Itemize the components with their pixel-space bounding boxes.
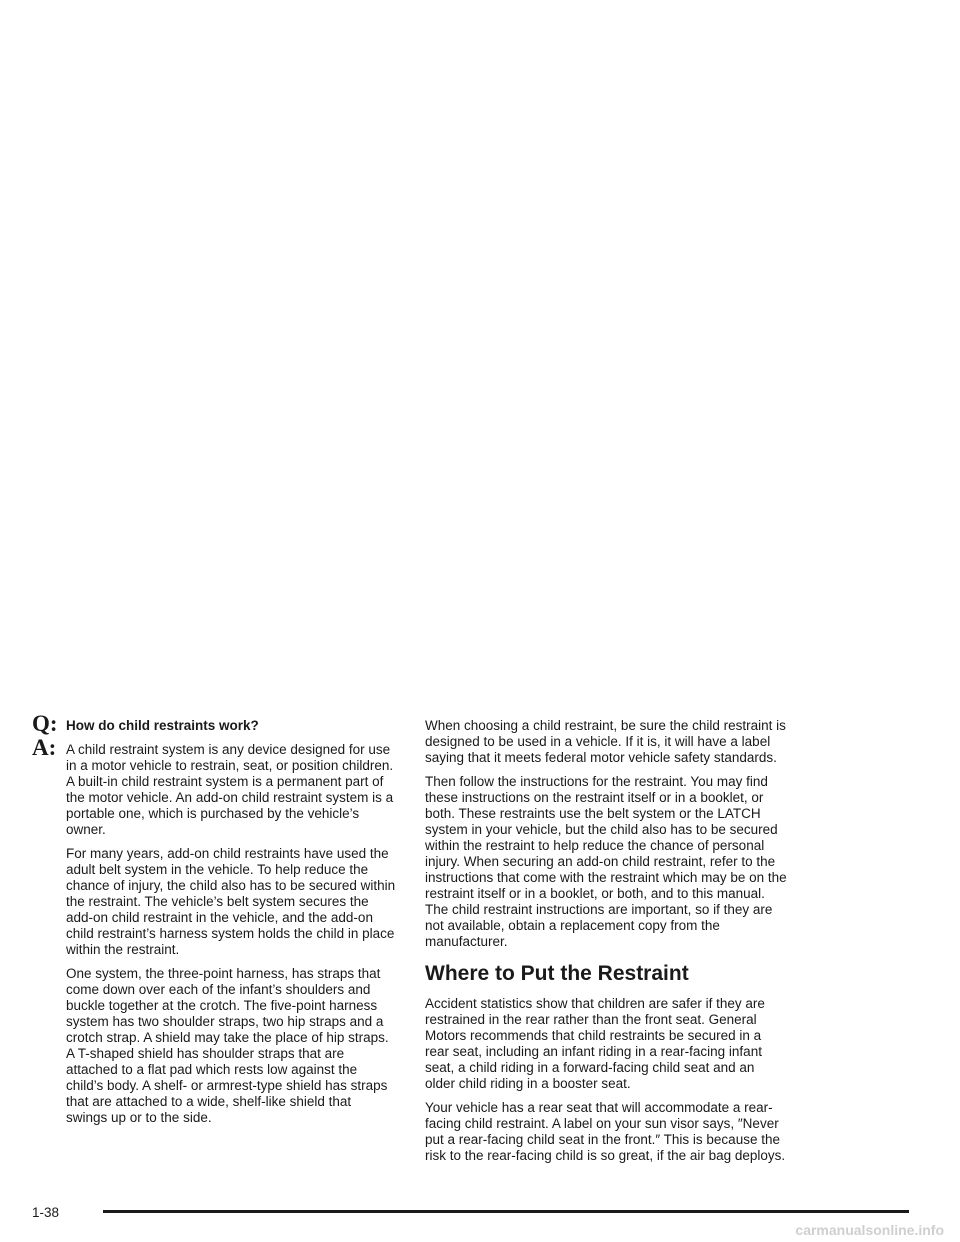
left-column xyxy=(32,711,396,1134)
footer-rule xyxy=(103,1210,909,1213)
answer-paragraph: For many years, add-on child restraints have used the adult belt system in the vehicle. To help reduce the chance of injury, the child also has to be secured within the restraint. The vehicle’s belt system secures the add-on child restraint in the vehicle, and the add-on child restraint’s harness system holds the child in place within the restraint. xyxy=(66,846,396,957)
answer-paragraph: One system, the three-point harness, has straps that come down over each of the infant’s shoulders and buckle together at the crotch. The five-point harness system has two shoulder straps, two hip straps and a crotch strap. A shield may take the place of hip straps. A T-shaped shield has shoulder straps that are attached to a flat pad which rests low against the child’s body. A shelf- or armrest-type shield has straps that are attached to a wide, shelf-like shield that swings up or to the side. xyxy=(66,966,389,1125)
answer-block xyxy=(32,735,396,1126)
watermark-text: carmanualsonline.info xyxy=(795,1222,944,1238)
question-block xyxy=(32,711,396,736)
section-heading: Where to Put the Restraint xyxy=(425,962,689,985)
answer-paragraph: A child restraint system is any device designed for use in a motor vehicle to restrain, seat, or position children. A built-in child restraint system is a permanent part of the motor vehicle. An add-on child restraint system is a portable one, which is purchased by the vehicle’s owner. xyxy=(66,742,394,837)
question-mark-label: Q: xyxy=(32,711,58,736)
body-paragraph: Accident statistics show that children are safer if they are restrained in the rear rather than the front seat. General Motors recommends that child restraints be secured in a rear seat, including an infant riding in a rear-facing infant seat, a child riding in a forward-facing child seat and an older child riding in a booster seat. xyxy=(425,996,765,1091)
page-number: 1-38 xyxy=(32,1205,60,1220)
answer-mark-label: A: xyxy=(32,735,57,760)
question-text: How do child restraints work? xyxy=(66,718,259,733)
body-paragraph: Your vehicle has a rear seat that will accommodate a rear-facing child restraint. A label on your sun visor says, ″Never put a rear-facing child seat in the front.″ This is because the risk to the rear-facing child is so great, if the air bag deploys. xyxy=(425,1100,786,1163)
body-paragraph: When choosing a child restraint, be sure the child restraint is designed to be used in a vehicle. If it is, it will have a label saying that it meets federal motor vehicle safety standards. xyxy=(425,718,786,765)
right-column xyxy=(425,718,787,1172)
body-paragraph: Then follow the instructions for the restraint. You may find these instructions on the restraint itself or in a booklet, or both. These restraints use the belt system or the LATCH system in your vehicle, but the child also has to be secured within the restraint to help reduce the chance of personal injury. When securing an add-on child restraint, refer to the instructions that come with the restraint which may be on the restraint itself or in a booklet, or both, and to this manual. The child restraint instructions are important, so if they are not available, obtain a replacement copy from the manufacturer. xyxy=(425,774,787,949)
